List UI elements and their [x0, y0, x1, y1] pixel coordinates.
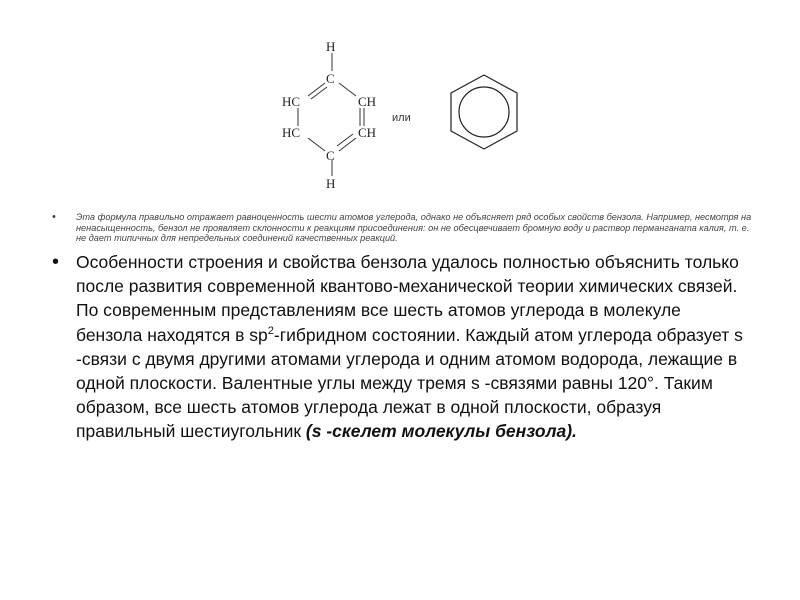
- bond-bottom-right-double: [337, 134, 353, 146]
- bond-bottom-left: [308, 138, 325, 151]
- bullet-note-text: Эта формула правильно отражает равноценность шести атомов углерода, однако не объясняет ряд особых свойств бензола. Например, несмотря на ненасыщенность, бензол не проявляет склонности к реакциям присоединения: он не обесцвечивает бромную воду и раствор перманганата калия, т. е. не дает типичных для непредельных соединений качественных реакций.: [76, 212, 752, 243]
- main-text-emphasis: (s -скелет молекулы бензола).: [305, 421, 577, 442]
- bullet-main: [52, 250, 752, 444]
- atom-top-c: C: [326, 71, 335, 86]
- atom-upper-left: HC: [282, 94, 301, 109]
- or-label: или: [392, 112, 411, 124]
- atom-lower-left: HC: [282, 125, 301, 140]
- superscript-2: 2: [267, 324, 274, 337]
- bond-top-left: [308, 83, 325, 96]
- bullet-marker: •: [52, 211, 56, 223]
- atom-bottom-h: H: [326, 176, 336, 191]
- bond-top-right: [339, 83, 356, 96]
- atom-lower-right: CH: [358, 125, 377, 140]
- hexagon-shape: [451, 75, 517, 149]
- bullet-marker: •: [52, 251, 60, 273]
- main-text-part1: Особенности строения и свойства бензола удалось полностью объяснить только после развития современной квантово-механической теории химических связей. По современным представлениям все шесть атомов углерода в молекуле бензола находятся в sp: [76, 252, 739, 345]
- main-text-part2: -гибридном состоянии. Каждый атом углерода образует s -связи с двумя другими атомами углерода и одним атомом водорода, лежащие в одной плоскости. Валентные углы между тремя s -связями равны 120°. Таким образом, все шесть атомов углерода лежат в одной плоскости, образуя правильный шестиугольник: [76, 324, 743, 442]
- aromatic-circle: [459, 87, 509, 137]
- atom-top-h: H: [326, 39, 336, 54]
- atom-upper-right: CH: [358, 94, 377, 109]
- bond-bottom-right: [339, 138, 356, 151]
- benzene-ring-icon: [444, 72, 524, 152]
- bond-top-left-double: [311, 87, 327, 99]
- atom-bottom-c: C: [326, 148, 335, 163]
- bullet-main-text: [76, 250, 752, 444]
- bullet-note: [52, 212, 752, 244]
